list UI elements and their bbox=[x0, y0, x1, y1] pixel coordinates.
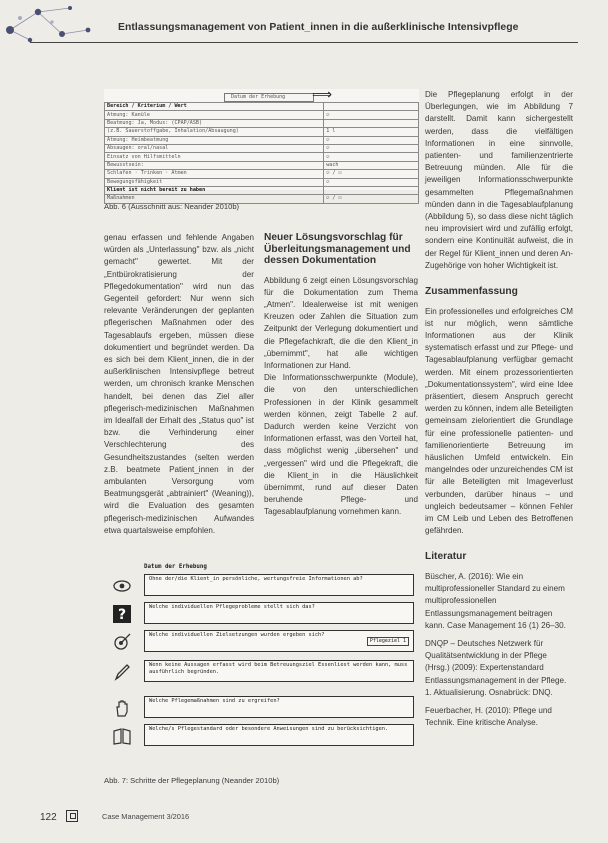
planning-step-row bbox=[106, 600, 418, 628]
middle-text-column bbox=[264, 232, 418, 519]
planning-step-text: Welche Pflegemaßnahmen sind zu ergreifen? bbox=[149, 698, 280, 704]
planning-step-box bbox=[144, 724, 414, 746]
planning-step-text: Welche individuellen Zielsetzungen wurden ergeben sich? bbox=[149, 632, 325, 638]
page-number: 122 bbox=[40, 812, 57, 823]
table-cell: Atmung: Kanüle bbox=[105, 111, 324, 119]
table-row bbox=[105, 186, 419, 194]
figure-6-date-box bbox=[224, 93, 314, 102]
table-cell: ☑ bbox=[324, 153, 419, 161]
planning-step-text: Wenn keine Aussagen erfasst wird beim Betreuungsziel Essenliest werden kann, muss ausführlich begründen. bbox=[149, 662, 408, 675]
table-cell: wach bbox=[324, 161, 419, 169]
table-cell: (z.B. Sauerstoffgabe, Inhalation/Absaugung) bbox=[105, 128, 324, 136]
goal-inset-label: Pflegeziel 1 bbox=[367, 637, 409, 646]
planning-step-box bbox=[144, 696, 414, 718]
pen-icon bbox=[112, 662, 132, 682]
table-row bbox=[105, 153, 419, 161]
planning-step-text: Ohne der/die Klient_in persönliche, wertungsfreie Informationen ab? bbox=[149, 576, 363, 582]
table-row bbox=[105, 128, 419, 136]
planning-step-row bbox=[106, 572, 418, 600]
planning-step-box bbox=[144, 630, 414, 652]
figure-7-caption: Abb. 7: Schritte der Pflegeplanung (Neander 2010b) bbox=[104, 776, 280, 785]
header-network-logo bbox=[0, 0, 100, 44]
reference-list bbox=[425, 571, 573, 729]
table-cell: Einsatz von Hilfsmitteln bbox=[105, 153, 324, 161]
planning-step-text: Welche individuellen Pflegeprobleme stellt sich das? bbox=[149, 604, 315, 610]
table-row bbox=[105, 111, 419, 119]
table-row bbox=[105, 170, 419, 178]
body-paragraph: genau erfassen und fehlende Angaben würden als „Unterlassung" bzw. als „nicht gemacht" gewertet. Mit der „Entbürokratisierung der Pflegedokumentation" wird nun das Gegenteil gefordert: Nur wenn sich relevante Veränderungen der geplanten pflegerischen Maßnahmen oder des Tagesablaufs ergeben, müssen diese dokumentiert und begründet werden. Da es sich bei dem Klient_innen, die in der außerklinischen Intensivpflege betreut werden, um chronisch kranke Menschen handelt, bei denen das Ziel aller pflegerisch-medizinischen Maßnahmen im Idealfall der Erhalt des „Status quo" ist bzw. die Verhinderung einer Verschlechterung des Gesundheitszustandes (selten werden z.B. beatmete Patient_innen in der ambulanten Versorgung vom Beatmungsgerät „abtrainiert" (Weaning)), wird die Evaluation des gesamten pflegerisch-medizinischen Aufwandes etwa quartalsweise empfohlen. bbox=[104, 233, 254, 535]
table-cell: Absaugen: oral/nasal bbox=[105, 144, 324, 152]
header-rule bbox=[30, 42, 578, 43]
table-cell: ☑ bbox=[324, 178, 419, 186]
table-row bbox=[105, 119, 419, 127]
table-cell: ☑ bbox=[324, 136, 419, 144]
table-cell: Bewegungsfähigkeit bbox=[105, 178, 324, 186]
table-cell: Atmung: Heimbeatmung bbox=[105, 136, 324, 144]
table-cell bbox=[324, 186, 419, 194]
book-icon bbox=[112, 726, 132, 746]
table-cell: Maßnahmen bbox=[105, 195, 324, 203]
table-cell: ☑ bbox=[324, 144, 419, 152]
planning-step-row bbox=[106, 628, 418, 656]
reference-item: DNQP – Deutsches Netzwerk für Qualitätsentwicklung in der Pflege (Hrsg.) (2009): Expertenstandard Entlassungsmanagement in der Pflege. 1. Aktualisierung. Osnabrück: DNQ. bbox=[425, 638, 567, 697]
body-paragraph: Die Informationsschwerpunkte (Module), die von den unterschiedlichen Professionen in der Klinik gesammelt werden können, zeigt Tabelle 2 auf. Dadurch werden keine Verzicht von Informationen erfasst, was den Vorteil hat, dass möglichst wenig „übersehen" und „vergessen" wird und die Pflegekraft, die die Klient_in in die Häuslichkeit übernimmt, rund auf dieser Daten beruhende Pflege- und Tagesablaufplanung vornehmen kann. bbox=[264, 373, 418, 517]
planning-step-box bbox=[144, 660, 414, 682]
table-cell bbox=[324, 103, 419, 111]
figure-6-date-label: Datum der Erhebung bbox=[231, 94, 286, 100]
right-text-column bbox=[425, 89, 573, 735]
planning-step-box bbox=[144, 574, 414, 596]
table-cell: Beatmung: Ja, Modus: (CPAP/ASB) bbox=[105, 119, 324, 127]
table-row bbox=[105, 144, 419, 152]
section-heading-literature: Literatur bbox=[425, 551, 467, 563]
svg-text:?: ? bbox=[117, 607, 127, 623]
figure-7-planning-steps bbox=[106, 562, 418, 770]
table-row bbox=[105, 136, 419, 144]
table-cell: Bewusstsein: bbox=[105, 161, 324, 169]
figure-6-caption: Abb. 6 (Ausschnitt aus: Neander 2010b) bbox=[104, 202, 240, 211]
table-row bbox=[105, 178, 419, 186]
body-paragraph: Abbildung 6 zeigt einen Lösungsvorschlag für die Dokumentation zum Thema „Atmen". Idealerweise ist mit wenigen Kreuzen oder Zahlen die Situation zum Zeitpunkt der Verlegung dokumentiert und die Pflegefachkraft, die die den Klient_in „übernimmt", hat alle wichtigen Informationen zur Hand. bbox=[264, 275, 418, 370]
figure-6-form bbox=[104, 87, 419, 202]
planning-step-text: Welche/s Pflegestandard oder besondere Anweisungen sind zu berücksichtigen. bbox=[149, 726, 389, 732]
eye-icon bbox=[112, 576, 132, 596]
table-row bbox=[105, 103, 419, 111]
section-heading-summary: Zusammenfassung bbox=[425, 286, 518, 298]
planning-step-row bbox=[106, 658, 418, 686]
section-heading: Neuer Lösungsvorschlag für Überleitungsmanagement und dessen Dokumentation bbox=[264, 232, 411, 266]
reference-item: Büscher, A. (2016): Wie ein multiprofessioneller Standard zu einem multiprofessionellen Entlassungsmanagement beitragen kann. Case Management 16 (1) 26–30. bbox=[425, 571, 566, 630]
body-paragraph: Ein professionelles und erfolgreiches CM ist nur möglich, wenn sämtliche Informationen aus der Klinik systematisch erfasst und zur Pflege- und Tagesablaufplanung verfügbar gemacht werden. Mit einem prozessorientierten „Dokumentationssystem", wird eine Idee präsentiert, diesem Anspruch gerecht werden zu können, indem alle Beteiligten gemeinsam zielorientiert die Grundlage für eine professionelle patienten- und familienorientierte Betreuung im häuslichen Umfeld entwickeln. Ein mangelndes oder unzureichendes CM ist für alle Beteiligten mit Imageverlust verbunden, darüber hinaus – und ungleich bedeutsamer – können Fehler im CM Leib und Leben des Betroffenen gefährden. bbox=[425, 306, 573, 536]
planning-step-row bbox=[106, 694, 418, 722]
table-row bbox=[105, 161, 419, 169]
target-icon bbox=[112, 632, 132, 652]
figure-6-table bbox=[104, 102, 419, 204]
left-text-column bbox=[104, 232, 254, 537]
reference-item: Feuerbacher, H. (2010): Pflege und Technik. Eine kritische Analyse. bbox=[425, 705, 552, 728]
arrow-right-icon: ⟹ bbox=[312, 87, 333, 103]
hand-icon bbox=[112, 698, 132, 718]
table-cell: Bereich / Kriterium / Wert bbox=[105, 103, 324, 111]
table-cell bbox=[324, 119, 419, 127]
journal-name: Case Management 3/2016 bbox=[102, 812, 190, 821]
table-cell: Klient ist nicht bereit zu haben bbox=[105, 186, 324, 194]
planning-step-box bbox=[144, 602, 414, 624]
table-cell: Schlafen · Trinken · Atmen bbox=[105, 170, 324, 178]
journal-logo-icon bbox=[66, 810, 78, 822]
table-cell: ☑ bbox=[324, 111, 419, 119]
table-cell: ☑ / ☑ bbox=[324, 170, 419, 178]
planning-step-row bbox=[106, 722, 418, 750]
table-cell: 1 l bbox=[324, 128, 419, 136]
body-paragraph: Die Pflegeplanung erfolgt in der Überlegungen, wie im Abbildung 7 darstellt. Damit kann sichergestellt werden, dass die vielfältigen Informationen in eine sinnvolle, patienten- und familienzentrierte Betreuung münden. Alle für die jeweiligen Informationsschwerpunkte gesammelten Pflegemaßnahmen münden dann in die Tagesablaufplanung (Abbildung 5), so dass diese nicht täglich neu improvisiert wird und zufällig erfolgt, sondern eine Kontinuität aufweist, die in der Regel für Klient_innen und deren An-Zugehörige von hoher Wichtigkeit ist. bbox=[425, 90, 573, 270]
question-icon bbox=[112, 604, 132, 624]
running-header-title: Entlassungsmanagement von Patient_innen in die außerklinische Intensivpflege bbox=[118, 22, 519, 33]
table-cell: ☑ / ☑ bbox=[324, 195, 419, 203]
figure-7-title: Datum der Erhebung bbox=[144, 564, 207, 570]
